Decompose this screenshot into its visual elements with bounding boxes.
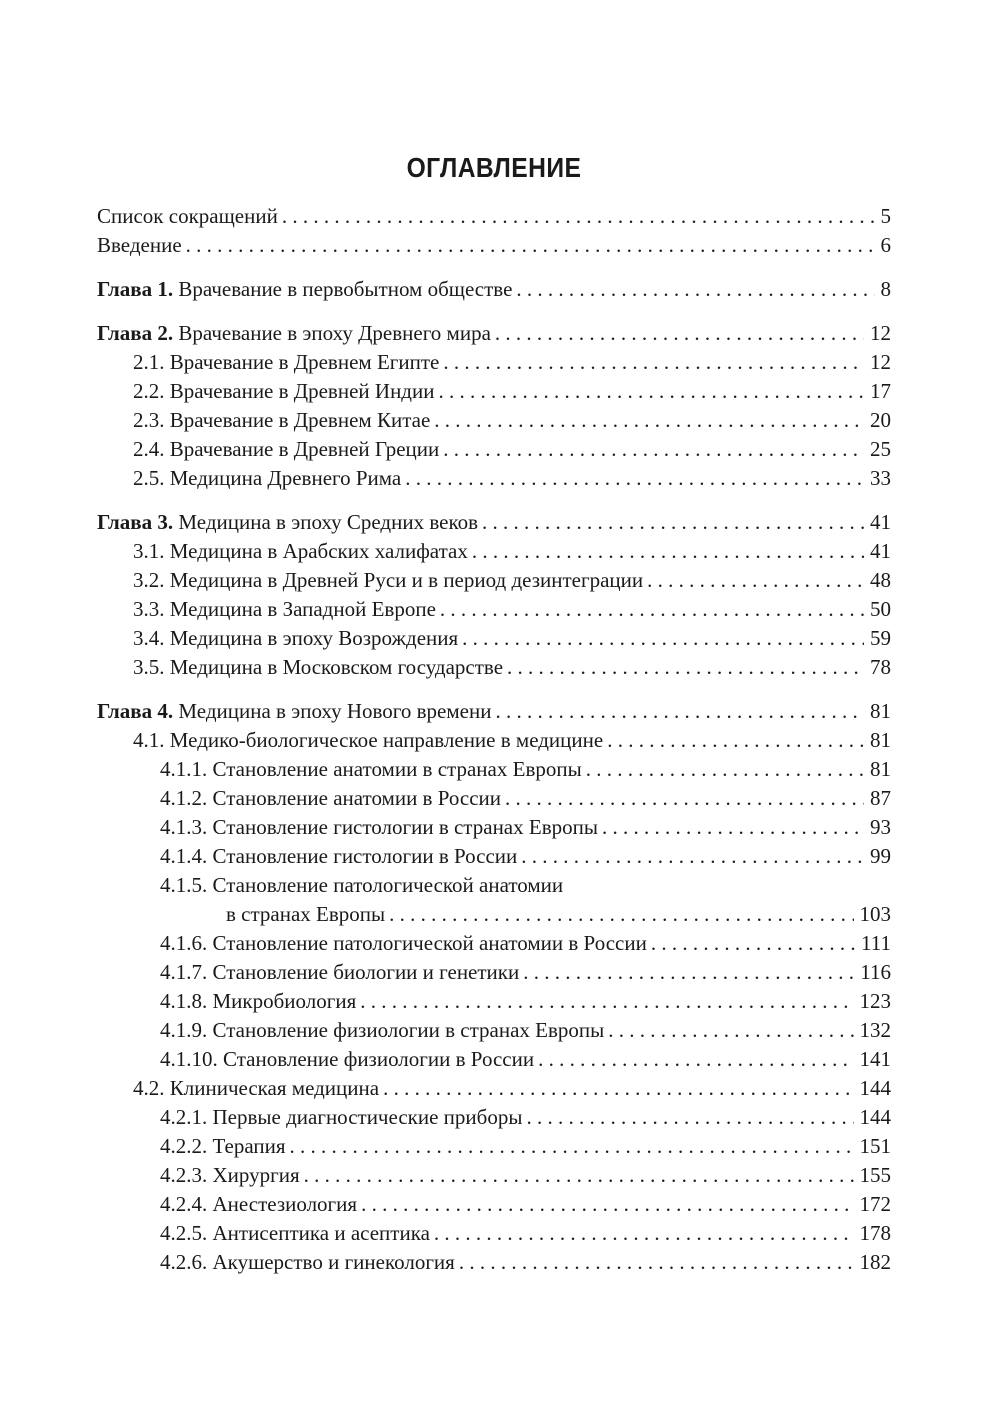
entry-title: 3.5. Медицина в Московском государстве <box>133 655 504 679</box>
page-number: 155 <box>859 1163 891 1187</box>
toc-entry-4-1[interactable] <box>97 726 891 755</box>
dot-leader <box>383 1074 853 1103</box>
page-number: 141 <box>859 1047 891 1071</box>
dot-leader <box>608 1016 853 1045</box>
toc-entry-3-2[interactable] <box>97 566 891 595</box>
entry-title: 2.3. Врачевание в Древнем Китае <box>133 408 431 432</box>
entry-title: 4.1.4. Становление гистологии в России <box>160 844 518 868</box>
entry-title: 2.4. Врачевание в Древней Греции <box>133 437 440 461</box>
toc-entry-2-4[interactable] <box>97 435 891 464</box>
dot-leader <box>516 275 874 304</box>
entry-title: 3.1. Медицина в Арабских халифатах <box>133 539 468 563</box>
toc-entry-4-1-2[interactable] <box>97 784 891 813</box>
page-number: 41 <box>870 539 891 563</box>
toc-entry-introduction[interactable] <box>97 231 891 260</box>
toc-entry-chapter-2[interactable] <box>97 319 891 348</box>
entry-title: 3.3. Медицина в Западной Европе <box>133 597 436 621</box>
dot-leader <box>443 435 864 464</box>
dot-leader <box>389 900 853 929</box>
entry-title <box>97 319 491 348</box>
entry-title: 2.2. Врачевание в Древней Индии <box>133 379 435 403</box>
page-number: 33 <box>870 466 891 490</box>
chapter-title: Медицина в эпоху Нового времени <box>178 699 492 723</box>
page-number: 93 <box>870 815 891 839</box>
toc-page <box>97 150 891 1277</box>
entry-title <box>97 697 491 726</box>
entry-title: Список сокращений <box>97 204 278 228</box>
page-number: 48 <box>870 568 891 592</box>
page-number: 151 <box>859 1134 891 1158</box>
toc-entry-4-2-2[interactable] <box>97 1132 891 1161</box>
page-number: 12 <box>870 350 891 374</box>
entry-title: Введение <box>97 233 182 257</box>
chapter-label: Глава 1. <box>97 277 174 301</box>
chapter-label: Глава 4. <box>97 699 174 723</box>
entry-title: 4.1.8. Микробиология <box>160 989 357 1013</box>
toc-entry-4-1-10[interactable] <box>97 1045 891 1074</box>
entry-title: 4.1.7. Становление биологии и генетики <box>160 960 520 984</box>
dot-leader <box>434 406 864 435</box>
page-number: 144 <box>859 1076 891 1100</box>
entry-title: 4.2.5. Антисептика и асептика <box>160 1221 430 1245</box>
toc-entry-2-2[interactable] <box>97 377 891 406</box>
toc-entry-4-1-5-continued[interactable] <box>97 900 891 929</box>
dot-leader <box>526 1103 853 1132</box>
toc-entry-4-2-1[interactable] <box>97 1103 891 1132</box>
page-number: 182 <box>859 1250 891 1274</box>
toc-entry-2-1[interactable] <box>97 348 891 377</box>
entry-title: 4.1.1. Становление анатомии в странах Европы <box>160 757 582 781</box>
entry-title: 4.2.2. Терапия <box>160 1134 286 1158</box>
dot-leader <box>602 813 864 842</box>
toc-entry-3-1[interactable] <box>97 537 891 566</box>
page-number: 172 <box>859 1192 891 1216</box>
page-number: 17 <box>870 379 891 403</box>
page-number: 81 <box>870 757 891 781</box>
page-number: 81 <box>870 699 891 723</box>
toc-entry-abbreviations[interactable] <box>97 202 891 231</box>
dot-leader <box>443 348 864 377</box>
toc-entry-4-1-1[interactable] <box>97 755 891 784</box>
dot-leader <box>538 1045 853 1074</box>
entry-title: 3.4. Медицина в эпоху Возрождения <box>133 626 459 650</box>
entry-title: 4.2.1. Первые диагностические приборы <box>160 1105 523 1129</box>
chapter-label: Глава 3. <box>97 510 174 534</box>
page-number: 111 <box>861 931 891 955</box>
entry-title: 4.1.6. Становление патологической анатомии в России <box>160 931 647 955</box>
toc-entry-chapter-4[interactable] <box>97 697 891 726</box>
page-number: 81 <box>870 728 891 752</box>
page-number: 12 <box>870 321 891 345</box>
toc-list <box>97 202 891 1277</box>
entry-title: в странах Европы <box>226 902 386 926</box>
chapter-title: Врачевание в первобытном обществе <box>178 277 513 301</box>
dot-leader <box>482 508 864 537</box>
page-number: 20 <box>870 408 891 432</box>
dot-leader <box>360 987 853 1016</box>
dot-leader <box>495 697 864 726</box>
toc-entry-chapter-1[interactable] <box>97 275 891 304</box>
entry-title: 2.5. Медицина Древнего Рима <box>133 466 402 490</box>
entry-title: 4.1.10. Становление физиологии в России <box>160 1047 535 1071</box>
page-number: 132 <box>859 1018 891 1042</box>
dot-leader <box>586 755 864 784</box>
dot-leader <box>361 1190 853 1219</box>
page-number: 6 <box>880 233 891 257</box>
chapter-title: Медицина в эпоху Средних веков <box>178 510 478 534</box>
dot-leader <box>647 566 864 595</box>
toc-entry-4-1-5[interactable] <box>97 871 891 900</box>
toc-entry-4-1-4[interactable] <box>97 842 891 871</box>
entry-title: 4.2.4. Анестезиология <box>160 1192 358 1216</box>
entry-title: 4.1.2. Становление анатомии в России <box>160 786 502 810</box>
dot-leader <box>495 319 864 348</box>
dot-leader <box>651 929 855 958</box>
toc-entry-4-2-4[interactable] <box>97 1190 891 1219</box>
page-number: 78 <box>870 655 891 679</box>
chapter-title: Врачевание в эпоху Древнего мира <box>178 321 491 345</box>
entry-title: 4.1.9. Становление физиологии в странах Европы <box>160 1018 605 1042</box>
toc-entry-4-1-7[interactable] <box>97 958 891 987</box>
entry-title <box>97 508 478 537</box>
page-number: 116 <box>860 960 891 984</box>
toc-entry-4-2-6[interactable] <box>97 1248 891 1277</box>
dot-leader <box>523 958 854 987</box>
entry-title: 2.1. Врачевание в Древнем Египте <box>133 350 440 374</box>
dot-leader <box>462 624 864 653</box>
page-number: 103 <box>859 902 891 926</box>
page-number: 8 <box>880 277 891 301</box>
dot-leader <box>304 1161 854 1190</box>
entry-title: 4.2.6. Акушерство и гинекология <box>160 1250 455 1274</box>
toc-entry-4-1-8[interactable] <box>97 987 891 1016</box>
entry-title: 3.2. Медицина в Древней Руси и в период дезинтеграции <box>133 568 644 592</box>
dot-leader <box>505 784 864 813</box>
dot-leader <box>290 1132 854 1161</box>
page-number: 50 <box>870 597 891 621</box>
page-number: 99 <box>870 844 891 868</box>
dot-leader <box>507 653 864 682</box>
toc-entry-4-2-3[interactable] <box>97 1161 891 1190</box>
page-number: 123 <box>859 989 891 1013</box>
page-number: 5 <box>880 204 891 228</box>
toc-entry-2-3[interactable] <box>97 406 891 435</box>
toc-entry-4-1-3[interactable] <box>97 813 891 842</box>
dot-leader <box>434 1219 854 1248</box>
dot-leader <box>440 595 864 624</box>
entry-title: 4.1.5. Становление патологической анатомии <box>160 873 564 897</box>
page-number: 25 <box>870 437 891 461</box>
page-number: 87 <box>870 786 891 810</box>
entry-title <box>97 275 512 304</box>
toc-entry-4-1-6[interactable] <box>97 929 891 958</box>
page-number: 59 <box>870 626 891 650</box>
dot-leader <box>186 231 875 260</box>
toc-entry-4-1-9[interactable] <box>97 1016 891 1045</box>
dot-leader <box>438 377 864 406</box>
page-number: 41 <box>870 510 891 534</box>
dot-leader <box>459 1248 854 1277</box>
dot-leader <box>521 842 864 871</box>
toc-entry-chapter-3[interactable] <box>97 508 891 537</box>
dot-leader <box>282 202 875 231</box>
page-number: 178 <box>859 1221 891 1245</box>
entry-title: 4.2. Клиническая медицина <box>133 1076 380 1100</box>
toc-entry-3-3[interactable] <box>97 595 891 624</box>
chapter-label: Глава 2. <box>97 321 174 345</box>
dot-leader <box>405 464 864 493</box>
entry-title: 4.1. Медико-биологическое направление в медицине <box>133 728 604 752</box>
toc-entry-3-5[interactable] <box>97 653 891 682</box>
toc-entry-4-2-5[interactable] <box>97 1219 891 1248</box>
entry-title: 4.2.3. Хирургия <box>160 1163 300 1187</box>
toc-entry-3-4[interactable] <box>97 624 891 653</box>
page-number: 144 <box>859 1105 891 1129</box>
toc-entry-4-2[interactable] <box>97 1074 891 1103</box>
dot-leader <box>472 537 864 566</box>
toc-entry-2-5[interactable] <box>97 464 891 493</box>
page-title: ОГЛАВЛЕНИЕ <box>406 152 582 183</box>
entry-title: 4.1.3. Становление гистологии в странах Европы <box>160 815 598 839</box>
dot-leader <box>607 726 864 755</box>
